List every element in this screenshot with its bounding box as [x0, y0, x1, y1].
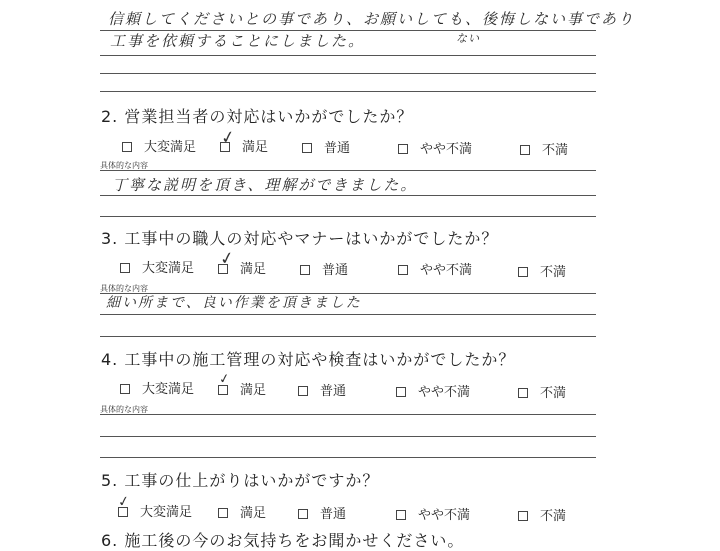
q5-option-very-satisfied[interactable]: 大変満足 — [118, 501, 192, 520]
q5-option-slightly-dissatisfied[interactable]: やや不満 — [396, 504, 470, 523]
q4-line-1 — [100, 414, 596, 415]
q2-option-dissatisfied[interactable]: 不満 — [520, 139, 568, 158]
checkbox-icon[interactable] — [218, 508, 228, 518]
q4-line-2 — [100, 436, 596, 437]
checkbox-icon[interactable] — [518, 388, 528, 398]
checkbox-icon[interactable] — [122, 142, 132, 152]
q3-detail-label: 具体的な内容 — [100, 284, 148, 293]
q2-option-slightly-dissatisfied[interactable]: やや不満 — [398, 138, 472, 157]
checkbox-icon[interactable] — [300, 265, 310, 275]
q2-detail-label: 具体的な内容 — [100, 161, 148, 170]
q4-check-mark-icon: ✓ — [217, 371, 232, 388]
q4-option-dissatisfied[interactable]: 不満 — [518, 382, 566, 401]
q3-option-very-satisfied[interactable]: 大変満足 — [120, 257, 194, 276]
q5-title: 5. 工事の仕上がりはいかがですか？ — [101, 471, 380, 490]
q1-line-3 — [100, 73, 596, 74]
q1-answer-line-2: 工事を依頼することにしました。 — [110, 32, 366, 50]
q2-line-2 — [100, 195, 596, 196]
checkbox-icon[interactable] — [298, 509, 308, 519]
q3-line-3 — [100, 336, 596, 337]
q2-option-neutral[interactable]: 普通 — [302, 137, 350, 156]
q4-option-very-satisfied[interactable]: 大変満足 — [120, 378, 194, 397]
q2-option-very-satisfied[interactable]: 大変満足 — [122, 136, 196, 155]
checkbox-icon[interactable] — [120, 263, 130, 273]
q4-option-satisfied[interactable]: 満足 — [218, 379, 266, 398]
checkbox-icon[interactable] — [396, 387, 406, 397]
q2-line-3 — [100, 216, 596, 217]
q5-option-satisfied[interactable]: 満足 — [218, 502, 266, 521]
q3-option-satisfied[interactable]: 満足 — [218, 258, 266, 277]
q2-check-mark-icon: ✓ — [219, 126, 237, 150]
q1-margin-note: ない — [456, 32, 480, 45]
q6-title: 6. 施工後の今のお気持ちをお聞かせください。 — [101, 531, 465, 550]
q4-option-neutral[interactable]: 普通 — [298, 380, 346, 399]
q5-option-dissatisfied[interactable]: 不満 — [518, 505, 566, 524]
q3-check-mark-icon: ✓ — [218, 247, 236, 271]
checkbox-icon[interactable] — [396, 510, 406, 520]
q2-option-satisfied[interactable]: 満足 — [220, 136, 268, 155]
q2-title: 2. 営業担当者の対応はいかがでしたか？ — [101, 107, 414, 126]
checkbox-icon[interactable] — [518, 511, 528, 521]
q4-line-3 — [100, 457, 596, 458]
checkbox-icon[interactable] — [302, 143, 312, 153]
q5-option-neutral[interactable]: 普通 — [298, 503, 346, 522]
q3-option-dissatisfied[interactable]: 不満 — [518, 261, 566, 280]
q1-answer-line-1: 信頼してくださいとの事であり、お願いしても、後悔しない事であり — [108, 10, 636, 28]
q4-title: 4. 工事中の施工管理の対応や検査はいかがでしたか？ — [101, 350, 516, 369]
q2-answer: 丁寧な説明を頂き、理解ができました。 — [112, 176, 418, 194]
checkbox-icon[interactable] — [398, 265, 408, 275]
q1-line-4 — [100, 91, 596, 92]
q4-detail-label: 具体的な内容 — [100, 405, 148, 414]
checkbox-icon[interactable] — [520, 145, 530, 155]
checkbox-icon[interactable] — [298, 386, 308, 396]
q3-option-slightly-dissatisfied[interactable]: やや不満 — [398, 259, 472, 278]
q1-line-2 — [100, 55, 596, 56]
checkbox-icon[interactable] — [398, 144, 408, 154]
q3-answer: 細い所まで、良い作業を頂きました — [106, 295, 362, 311]
checkbox-icon[interactable] — [120, 384, 130, 394]
q3-option-neutral[interactable]: 普通 — [300, 259, 348, 278]
q5-check-mark-icon: ✓ — [116, 493, 132, 511]
q2-line-1 — [100, 170, 596, 171]
q4-option-slightly-dissatisfied[interactable]: やや不満 — [396, 381, 470, 400]
q3-line-2 — [100, 314, 596, 315]
checkbox-icon[interactable] — [518, 267, 528, 277]
q3-title: 3. 工事中の職人の対応やマナーはいかがでしたか？ — [101, 229, 499, 248]
